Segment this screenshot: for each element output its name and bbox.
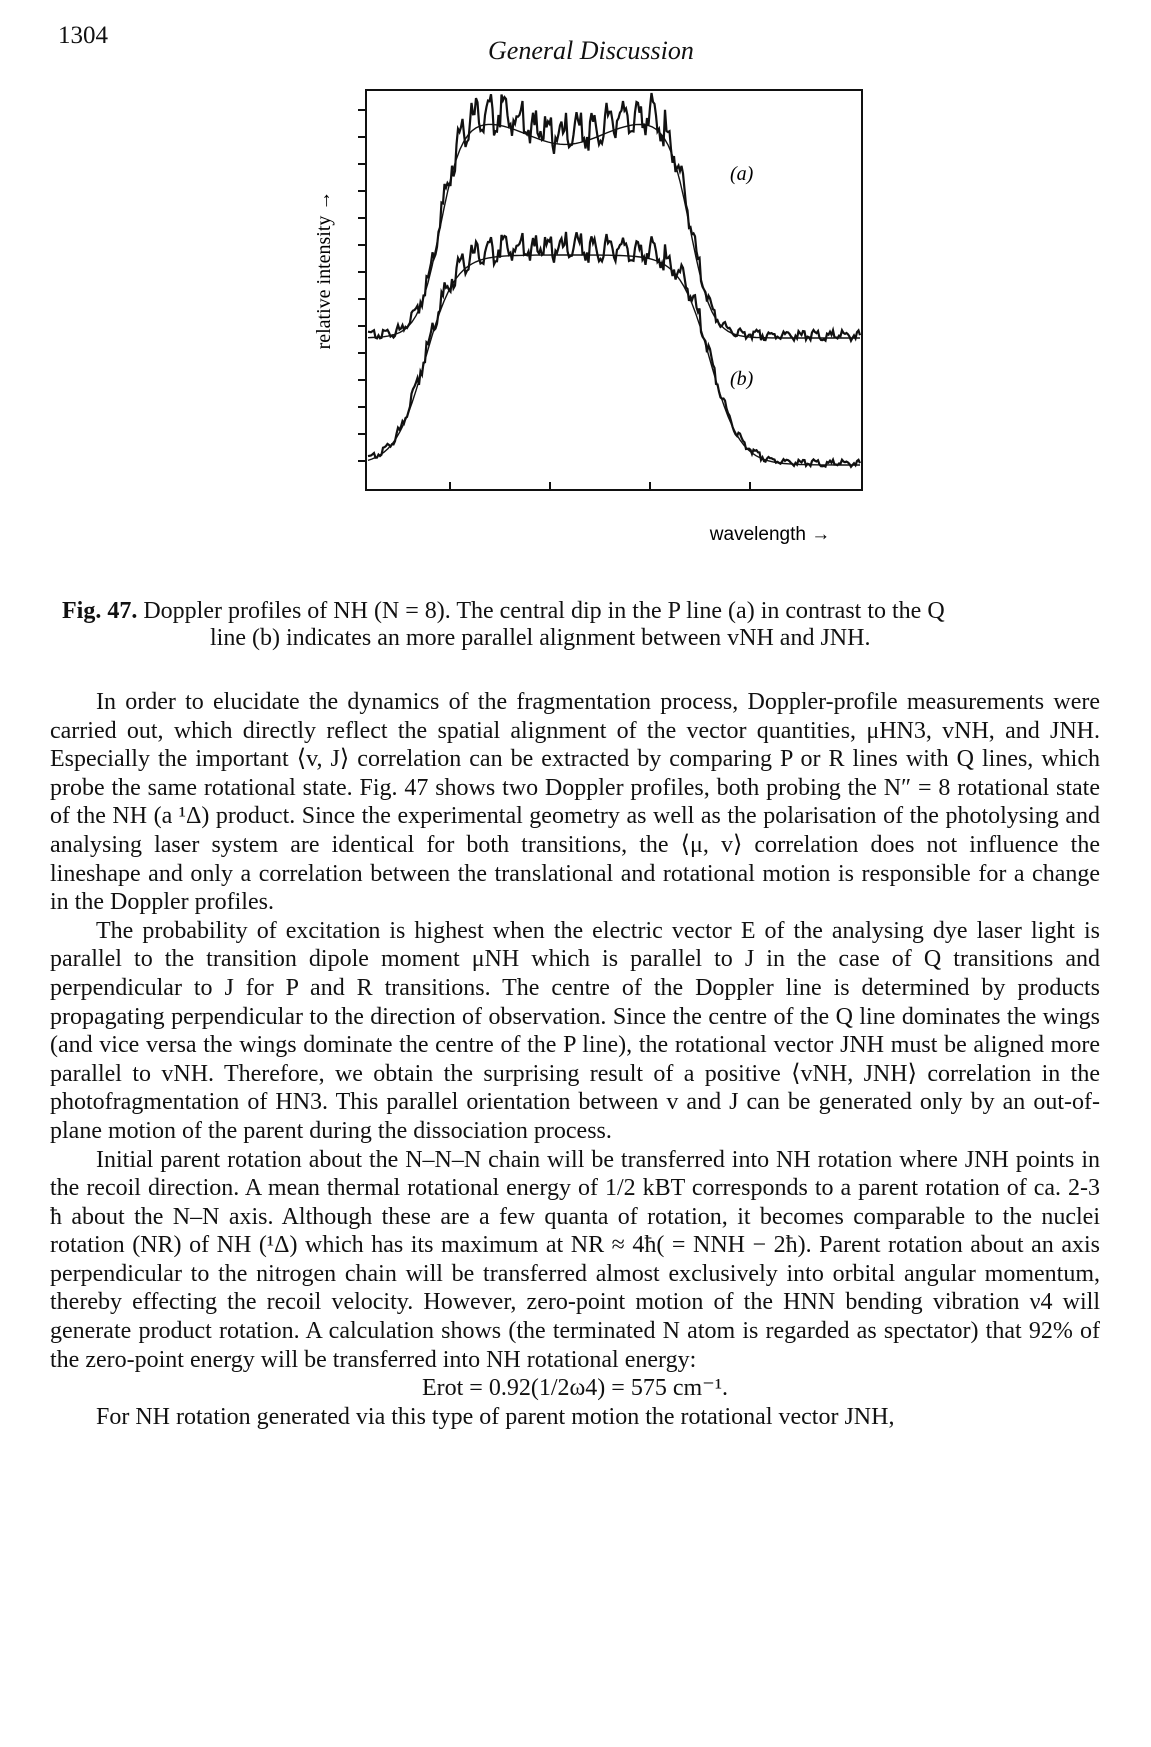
y-axis-label: relative intensity → [313,190,335,350]
figure-caption [62,598,1102,652]
paragraph-4: For NH rotation generated via this type of parent motion the rotational vector JNH, [96,1403,895,1430]
body-text [50,688,1100,1431]
running-title: General Discussion [488,36,694,65]
trace-b-fit [368,255,860,465]
x-axis-label: wavelength → [709,524,831,545]
y-axis-ticks [358,110,366,461]
page-number: 1304 [58,22,108,49]
energy-equation: Erot = 0.92(1/2ω4) = 575 cm⁻¹. [421,1375,729,1402]
caption-line-1: Doppler profiles of NH (N = 8). The central dip in the P line (a) in contrast to the Q [143,598,945,624]
paragraph-1: In order to elucidate the dynamics of the fragmentation process, Doppler-profile measurements were carried out, which directly reflect the spatial alignment of the vector quantities, μHN3, vNH, and JNH. Especially the important ⟨v, J⟩ correlation can be extracted by comparing P or R lines with Q lines, which probe the same rotational state. Fig. 47 shows two Doppler profiles, both probing the N″ = 8 rotational state of the NH (a ¹Δ) product. Since the experimental geometry as well as the polarisation of the photolysing and analysing laser system are identical for both transitions, the ⟨μ, v⟩ correlation does not influence the lineshape and only a correlation between the translational and rotational motion is responsible for a change in the Doppler profiles. [50,689,1100,916]
caption-line-2: line (b) indicates an more parallel alignment between vNH and JNH. [210,625,871,651]
trace-b-label: (b) [730,368,754,390]
x-axis-ticks [450,482,750,490]
caption-label: Fig. 47. [62,598,138,624]
paragraph-2: The probability of excitation is highest when the electric vector E of the analysing dye laser light is parallel to the transition dipole moment μNH which is parallel to J in the case of Q transitions and perpendicular to J for P and R transitions. The centre of the Doppler line is determined by products propagating perpendicular to the direction of observation. Since the centre of the Q line dominates the wings (and vice versa the wings dominate the centre of the P line), the rotational vector JNH must be aligned more parallel to vNH. Therefore, we obtain the surprising result of a positive ⟨vNH, JNH⟩ correlation in the photofragmentation of HN3. This parallel orientation between v and J can be generated only by an out-of-plane motion of the parent during the dissociation process. [50,917,1100,1144]
trace-b-q-line [368,232,860,467]
trace-a-label: (a) [730,163,754,185]
paragraph-3: Initial parent rotation about the N–N–N chain will be transferred into NH rotation where JNH points in the recoil direction. A mean thermal rotational energy of 1/2 kBT corresponds to a parent rotation of ca. 2-3 ħ about the N–N axis. Although these are a few quanta of rotation, it becomes comparable to the nuclei rotation (NR) of NH (¹Δ) which has its maximum at NR ≈ 4ħ( = NNH − 2ħ). Parent rotation about an axis perpendicular to the nitrogen chain will be transferred almost exclusively into orbital angular momentum, thereby effecting the recoil velocity. However, zero-point motion of the HNN bending vibration ν4 will generate product rotation. A calculation shows (the terminated N atom is regarded as spectator) that 92% of the zero-point energy will be transferred into NH rotational energy: [50,1146,1100,1373]
plot-frame [366,90,862,490]
doppler-figure [300,80,900,580]
